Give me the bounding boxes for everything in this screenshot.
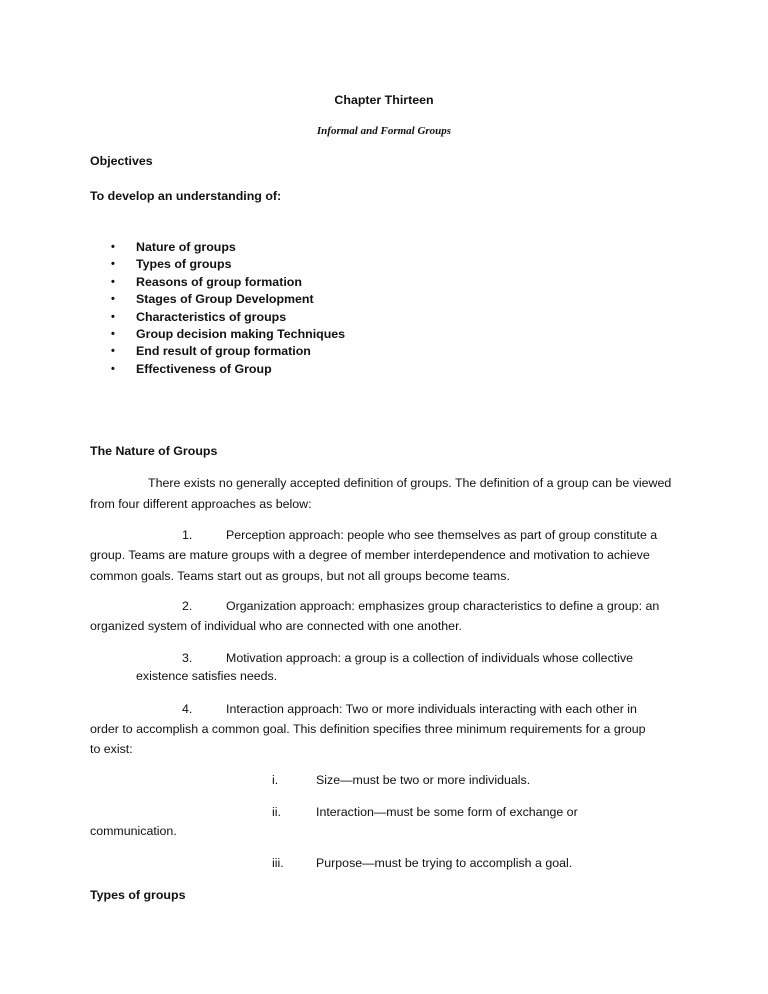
- nature-intro-line-1: There exists no generally accepted definition of groups. The definition of a group can be viewed: [148, 476, 672, 490]
- objectives-heading: Objectives: [90, 154, 153, 168]
- section-heading-nature: The Nature of Groups: [90, 444, 218, 458]
- list-item: • End result of group formation: [111, 343, 345, 360]
- approach-text: existence satisfies needs.: [136, 669, 278, 683]
- list-item: • Nature of groups: [111, 239, 345, 256]
- approach-number: 1.: [182, 528, 193, 542]
- bullet-icon: •: [111, 327, 115, 340]
- approach-number: 4.: [182, 702, 193, 716]
- list-item: • Effectiveness of Group: [111, 361, 345, 378]
- requirement-number: ii.: [272, 805, 281, 819]
- bullet-icon: •: [111, 258, 115, 271]
- bullet-icon: •: [111, 275, 115, 288]
- list-item: • Characteristics of groups: [111, 309, 345, 326]
- chapter-title: Chapter Thirteen: [334, 93, 434, 107]
- list-item: • Stages of Group Development: [111, 291, 345, 308]
- requirement-text: Interaction—must be some form of exchange or: [316, 805, 578, 819]
- bullet-icon: •: [111, 293, 115, 306]
- approach-text: Motivation approach: a group is a collection of individuals whose collective: [226, 651, 634, 665]
- approach-text: Organization approach: emphasizes group characteristics to define a group: an: [226, 599, 660, 613]
- bullet-icon: •: [111, 310, 115, 323]
- approach-number: 3.: [182, 651, 193, 665]
- requirement-text-continued: communication.: [90, 824, 177, 838]
- approach-text: Interaction approach: Two or more individuals interacting with each other in: [226, 702, 637, 716]
- approach-text: order to accomplish a common goal. This definition specifies three minimum requirements for a group: [90, 722, 646, 736]
- requirement-text: Size—must be two or more individuals.: [316, 773, 531, 787]
- list-item: • Group decision making Techniques: [111, 326, 345, 343]
- objectives-list: [111, 239, 345, 378]
- requirement-text: Purpose—must be trying to accomplish a goal.: [316, 856, 573, 870]
- list-item: • Types of groups: [111, 256, 345, 273]
- approach-text: group. Teams are mature groups with a degree of member interdependence and motivation to achieve: [90, 548, 650, 562]
- section-heading-types: Types of groups: [90, 888, 186, 902]
- bullet-icon: •: [111, 362, 115, 375]
- requirement-number: i.: [272, 773, 279, 787]
- approach-number: 2.: [182, 599, 193, 613]
- objectives-intro: To develop an understanding of:: [90, 189, 282, 203]
- bullet-icon: •: [111, 241, 115, 253]
- approach-text: common goals. Teams start out as groups, but not all groups become teams.: [90, 569, 510, 583]
- approach-text: Perception approach: people who see themselves as part of group constitute a: [226, 528, 658, 542]
- approach-text: organized system of individual who are connected with one another.: [90, 619, 462, 633]
- requirement-number: iii.: [272, 856, 284, 870]
- approach-text: to exist:: [90, 742, 133, 756]
- list-item: • Reasons of group formation: [111, 274, 345, 291]
- chapter-subtitle: Informal and Formal Groups: [316, 125, 452, 137]
- bullet-icon: •: [111, 345, 115, 358]
- nature-intro-line-2: from four different approaches as below:: [90, 497, 312, 511]
